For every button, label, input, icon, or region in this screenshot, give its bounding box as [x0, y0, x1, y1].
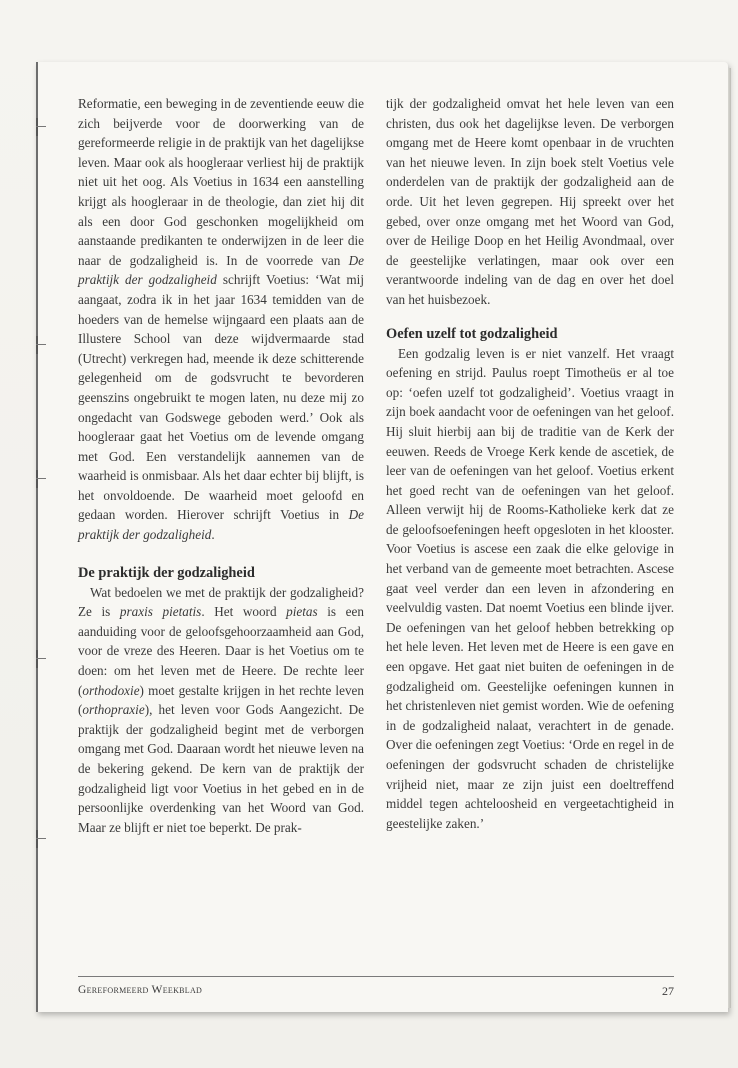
- continuation-paragraph: tijk der godzaligheid omvat het hele leven van een christen, dus ook het dagelijkse leven. De verborgen omgang met de Heere komt openbaar in de vruchten van het nieuwe leven. In zijn boek stelt Voetius vele onderdelen van de praktijk der godzaligheid aan de orde. Uit het leven gegrepen. Hij spreekt over het gebed, over onze omgang met het Woord van God, over de Heilige Doop en het Heilig Avondmaal, over de geestelijke verlatingen, maar ook over een verantwoorde indeling van de dag en over het doel van het huisbezoek.: [386, 96, 674, 307]
- praktijk-text: . Het woord: [201, 604, 287, 620]
- praktijk-text: is een aanduiding voor de geloofsgehoorzaamheid aan God, voor de vreze des Heeren. Daar is het Voetius om te doen: om het leven met de Heere. De rechte leer (: [78, 604, 364, 698]
- latin-term: pietas: [286, 604, 318, 620]
- latin-term: praxis pietatis: [119, 604, 202, 620]
- section-heading-praktijk: De praktijk der godzaligheid: [78, 564, 255, 581]
- praktijk-paragraph: [78, 583, 364, 838]
- binding-mark: [36, 118, 43, 136]
- intro-text: Reformatie, een beweging in de zeventiende eeuw die zich beijverde voor de doorwerking van de gereformeerde religie in de praktijk van het dagelijkse leven. Maar ook als hoogleraar verliest hij de praktijk niet uit het oog. Als Voetius in 1634 een aanstelling krijgt als hoogleraar in de theologie, dan ziet hij dit als een door God geschonken mogelijkheid om aanstaande predikanten te onderwijzen in de leer die naar de godzaligheid is. In de voorrede van: [78, 96, 364, 268]
- praktijk-text: ) moet gestalte krijgen in het rechte leven (: [78, 682, 364, 718]
- binding-mark: [36, 650, 43, 668]
- intro-paragraph: [78, 94, 364, 545]
- publication-title: Gereformeerd Weekblad: [78, 984, 203, 996]
- term-italic: orthodoxie: [82, 682, 140, 698]
- page-number: 27: [662, 984, 674, 998]
- section-heading-oefen: Oefen uzelf tot godzaligheid: [386, 325, 558, 342]
- footer-rule: [78, 976, 674, 977]
- left-column: [78, 94, 364, 837]
- right-column: [386, 94, 674, 833]
- praktijk-text: Wat bedoelen we met de praktijk der godzaligheid? Ze is: [78, 584, 364, 620]
- binding-mark: [36, 830, 43, 848]
- intro-text-end: .: [211, 527, 215, 543]
- book-title: De praktijk der godzaligheid: [78, 252, 364, 288]
- binding-mark: [36, 336, 43, 354]
- oefen-paragraph: Een godzalig leven is er niet vanzelf. Het vraagt oefening en strijd. Paulus roept Timotheüs er al toe op: ‘oefen uzelf tot godzaligheid’. Voetius vraagt in zijn boek aandacht voor de oefeningen van het geloof. Hij sluit hierbij aan bij de traditie van de Kerk der eeuwen. Reeds de Vroege Kerk kende de ascetiek, de leer van de oefeningen van het geloof. Voetius erkent het goed recht van de oefeningen van het geloof. Alleen verwijt hij de Rooms-Katholieke kerk dat ze de geloofsoefeningen heeft opgesloten in het klooster. Voor Voetius is ascese een zaak die elke gelovige in het verband van de gemeente moet betrachten. Ascese gaat veel verder dan een leven in afzondering en veelvuldig vasten. Dat noemt Voetius een blinde ijver. De oefeningen van het geloof hebben betrekking op het hele leven. Het leven met de Heere is een gave en een opgave. Het gaat niet buiten de oefeningen in de godzaligheid om. Geestelijke oefeningen kunnen in het christenleven niet gemist worden. Wie de oefening in de godzaligheid nalaat, verachtert in de genade. Over die oefeningen zegt Voetius: ‘Orde en regel in de oefeningen der godsvrucht schaden de christelijke vrijheid niet, maar ze zijn juist een doeltreffend middel tegen achteloosheid en vergeetachtigheid in geestelijke zaken.’: [386, 345, 674, 831]
- praktijk-text: ), het leven voor Gods Aangezicht. De praktijk der godzaligheid begint met de verborgen omgang met God. Daaraan wordt het nieuwe leven na de bekering gekend. De kern van de praktijk der godzaligheid ligt voor Voetius in het gebed en in de persoonlijke overdenking van het Woord van God. Maar ze blijft er niet toe beperkt. De prak-: [78, 702, 364, 835]
- intro-text-continued: schrijft Voetius: ‘Wat mij aangaat, zodra ik in het jaar 1634 temidden van de hoeders van de hemelse wijngaard een plaats aan de Illustere School van deze wijdvermaarde stad (Utrecht) verkregen had, meende ik deze schitterende gelegenheid om de godsvrucht te bevorderen geenszins ongebruikt te mogen laten, nu deze mij zo ongedacht van Godswege geboden werd.’ Ook als hoogleraar gaat het Voetius om de levende omgang met God. Een verstandelijk aannemen van de waarheid is onmisbaar. Als het daar echter bij blijft, is het onvoldoende. De waarheid moet geloofd en gedaan worden. Hierover schrijft Voetius in: [78, 272, 364, 523]
- term-italic: orthopraxie: [82, 702, 145, 718]
- binding-mark: [36, 470, 43, 488]
- book-title: De praktijk der godzaligheid: [78, 507, 364, 543]
